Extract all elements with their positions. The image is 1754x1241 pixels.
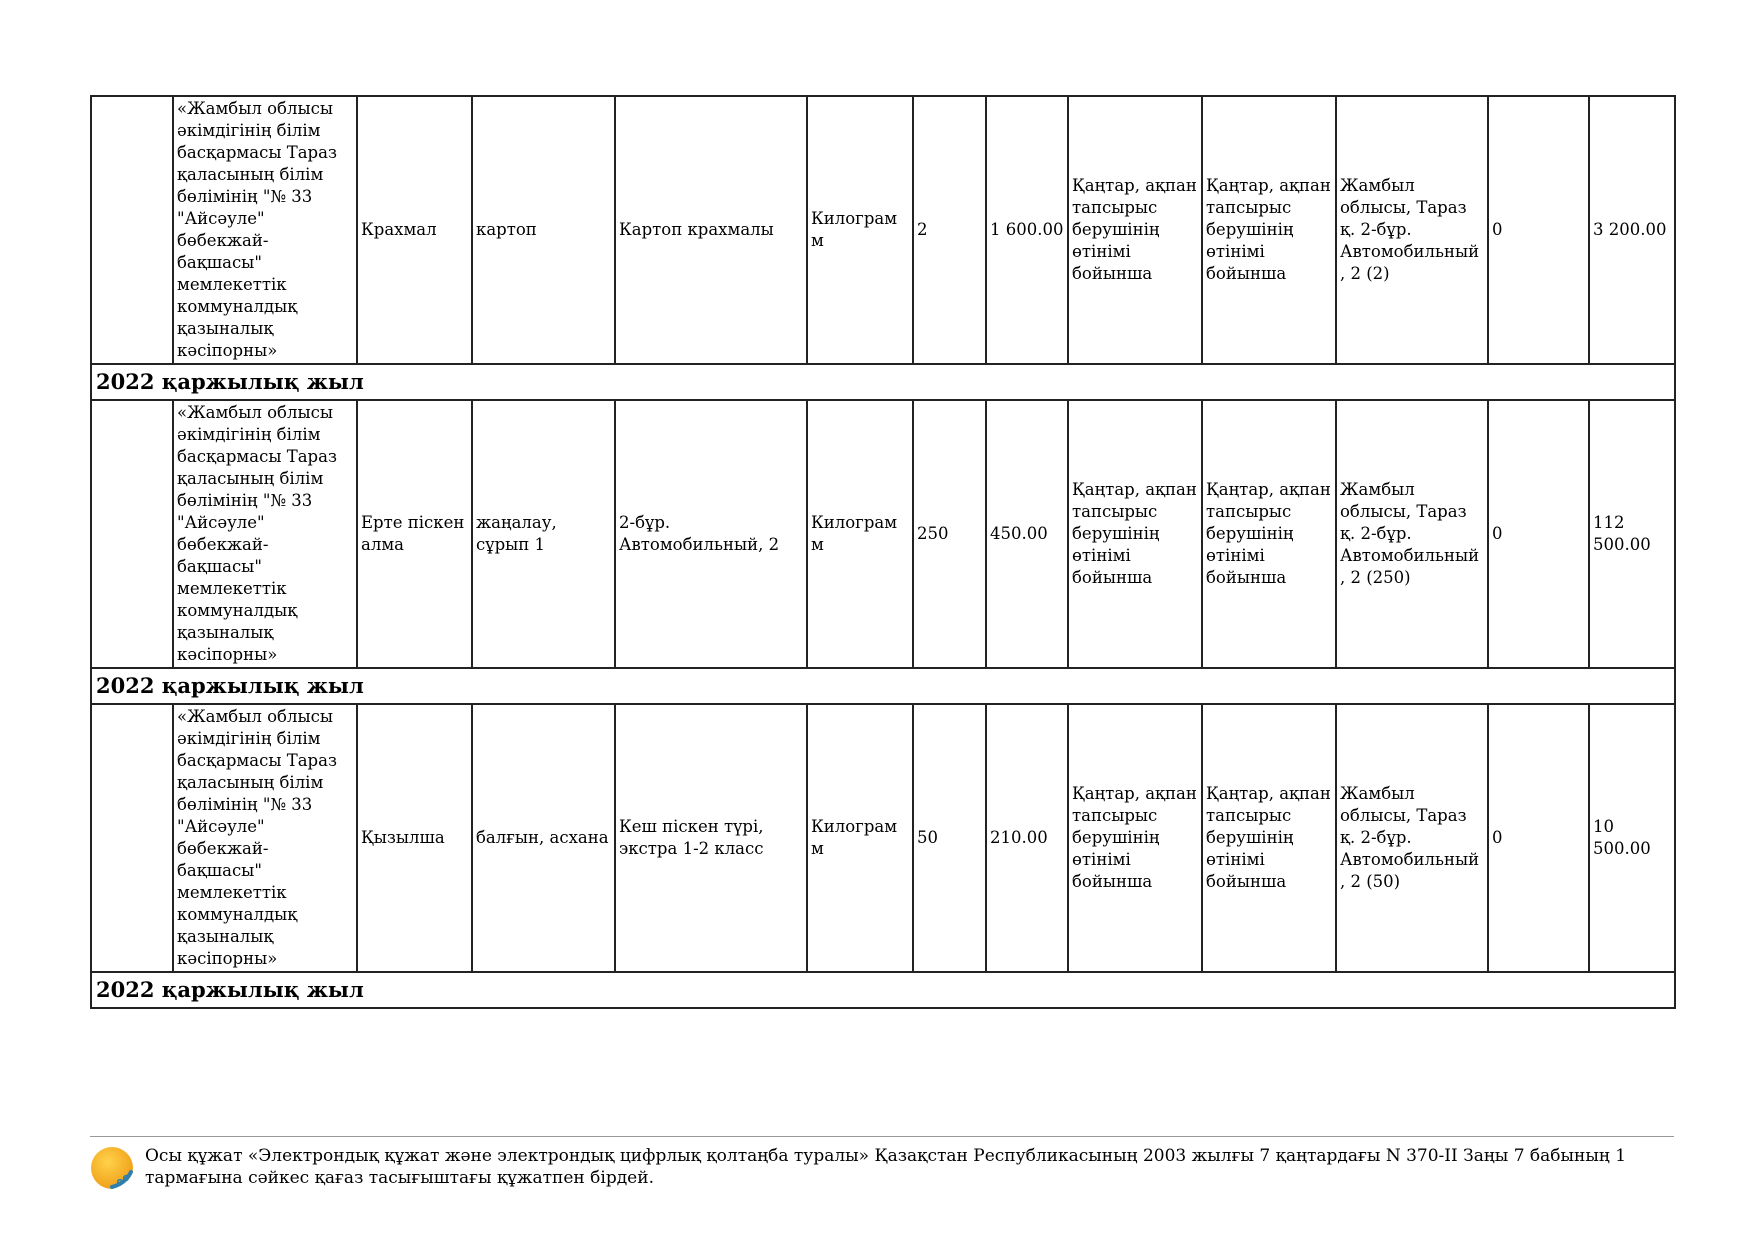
table-row	[91, 972, 1675, 1008]
item-description-cell: 2-бұр. Автомобильный, 2	[615, 400, 807, 668]
delivery-term-cell: Қаңтар, ақпан тапсырыс берушінің өтінімі бойынша	[1068, 400, 1202, 668]
unit-cell: Килограмм	[807, 96, 913, 364]
item-description-cell: Картоп крахмалы	[615, 96, 807, 364]
table-row	[91, 364, 1675, 400]
fiscal-year-label: 2022 қаржылық жыл	[91, 668, 1675, 704]
delivery-term-cell: Қаңтар, ақпан тапсырыс берушінің өтінімі бойынша	[1068, 704, 1202, 972]
delivery-place-cell: Жамбыл облысы, Тараз қ. 2-бұр. Автомобильный, 2 (2)	[1336, 96, 1488, 364]
total-cell: 112 500.00	[1589, 400, 1675, 668]
row-number-cell	[91, 96, 173, 364]
quantity-cell: 50	[913, 704, 986, 972]
customer-cell: «Жамбыл облысы әкімдігінің білім басқармасы Тараз қаласының білім бөлімінің "№ 33 "Айсәуле" бөбекжай-бақшасы" мемлекеттік коммуналдық қазыналық кәсіпорны»	[173, 400, 357, 668]
price-cell: 210.00	[986, 704, 1068, 972]
procurement-table	[90, 95, 1676, 1009]
price-cell: 1 600.00	[986, 96, 1068, 364]
item-type-cell: картоп	[472, 96, 615, 364]
item-description-cell: Кеш піскен түрі, экстра 1-2 класс	[615, 704, 807, 972]
fiscal-year-label: 2022 қаржылық жыл	[91, 972, 1675, 1008]
item-name-cell: Қызылша	[357, 704, 472, 972]
quantity-cell: 2	[913, 96, 986, 364]
delivery-period-cell: Қаңтар, ақпан тапсырыс берушінің өтінімі бойынша	[1202, 96, 1336, 364]
document-footer	[90, 1136, 1674, 1191]
table-row	[91, 704, 1675, 972]
total-cell: 3 200.00	[1589, 96, 1675, 364]
customer-cell: «Жамбыл облысы әкімдігінің білім басқармасы Тараз қаласының білім бөлімінің "№ 33 "Айсәуле" бөбекжай-бақшасы" мемлекеттік коммуналдық қазыналық кәсіпорны»	[173, 704, 357, 972]
item-type-cell: жаңалау, сұрып 1	[472, 400, 615, 668]
item-type-cell: балғын, асхана	[472, 704, 615, 972]
delivery-place-cell: Жамбыл облысы, Тараз қ. 2-бұр. Автомобильный, 2 (250)	[1336, 400, 1488, 668]
delivery-period-cell: Қаңтар, ақпан тапсырыс берушінің өтінімі бойынша	[1202, 400, 1336, 668]
table-row	[91, 668, 1675, 704]
delivery-place-cell: Жамбыл облысы, Тараз қ. 2-бұр. Автомобильный, 2 (50)	[1336, 704, 1488, 972]
unit-cell: Килограмм	[807, 400, 913, 668]
table-row	[91, 96, 1675, 364]
fiscal-year-label: 2022 қаржылық жыл	[91, 364, 1675, 400]
advance-cell: 0	[1488, 704, 1589, 972]
item-name-cell: Крахмал	[357, 96, 472, 364]
row-number-cell	[91, 400, 173, 668]
table-row	[91, 400, 1675, 668]
quantity-cell: 250	[913, 400, 986, 668]
delivery-term-cell: Қаңтар, ақпан тапсырыс берушінің өтінімі бойынша	[1068, 96, 1202, 364]
total-cell: 10 500.00	[1589, 704, 1675, 972]
price-cell: 450.00	[986, 400, 1068, 668]
item-name-cell: Ерте піскен алма	[357, 400, 472, 668]
row-number-cell	[91, 704, 173, 972]
e-gov-sun-logo-icon	[90, 1145, 136, 1191]
delivery-period-cell: Қаңтар, ақпан тапсырыс берушінің өтінімі бойынша	[1202, 704, 1336, 972]
unit-cell: Килограмм	[807, 704, 913, 972]
legal-notice-text: Осы құжат «Электрондық құжат және электрондық цифрлық қолтаңба туралы» Қазақстан Республикасының 2003 жылғы 7 қаңтардағы N 370-II Заңы 7 бабының 1 тармағына сәйкес қағаз тасығыштағы құжатпен бірдей.	[145, 1146, 1627, 1188]
advance-cell: 0	[1488, 400, 1589, 668]
customer-cell: «Жамбыл облысы әкімдігінің білім басқармасы Тараз қаласының білім бөлімінің "№ 33 "Айсәуле" бөбекжай-бақшасы" мемлекеттік коммуналдық қазыналық кәсіпорны»	[173, 96, 357, 364]
advance-cell: 0	[1488, 96, 1589, 364]
